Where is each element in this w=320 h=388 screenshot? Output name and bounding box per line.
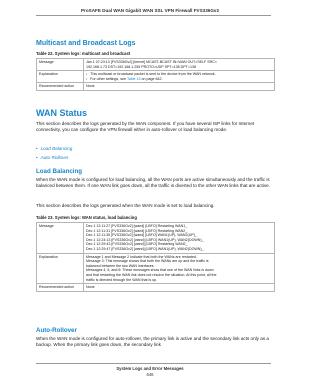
table-row	[37, 83, 275, 91]
lb-paragraph-2: This section describes the logs generated when the WAN mode is set to load balancing.	[36, 203, 215, 208]
wan-paragraph: This section describes the logs generated by the WAN component. If you have several ISP links for Internet connectivity, you can configure the VPN firewall either in auto-rollover or load balancing mode.	[36, 121, 255, 133]
running-footer: System Logs and Error Messages	[116, 366, 184, 371]
heading-load-balancing: Load Balancing	[36, 168, 83, 175]
explanation-line: and that restarting the WAN link does not resolve the situation. At this point, all the	[86, 272, 217, 277]
message-line: 192.168.1.73 DST=192.168.1.255 PROTO=UDP SPT=138 DPT=138	[86, 64, 196, 69]
footer-rule	[36, 363, 271, 364]
table-cell-value: None	[84, 284, 275, 292]
link-load-balancing[interactable]: • Load Balancing	[36, 146, 73, 151]
message-line: Jan 1 07:24:13 [FVS336Gv2] [kernel] MCAST-BCAST IN=WAN OUT=SELF SRC=	[86, 60, 217, 64]
explanation-line: balanced between the two WAN interfaces.	[86, 263, 155, 268]
header-rule	[36, 15, 271, 16]
table-cell-label: Explanation	[37, 71, 84, 83]
lb-paragraph-1: When the WAN mode is configured for load balancing, all the WAN ports are active simultaneously and the traffic is balanced between them. If one WAN link goes down, all the traffic is diverted to the other WAN links that are active.	[36, 177, 270, 189]
table22-caption: Table 22. System logs: multicast and broadcast	[36, 51, 131, 56]
explanation-bullet: • This multicast or broadcast packet is sent to the device from the WAN network.	[86, 72, 216, 77]
table23-caption: Table 23. System logs: WAN status, load balancing	[36, 215, 137, 220]
explanation-line: Messages 4, 5, and 6: These messages show that one of the WAN links is down	[86, 268, 214, 273]
table-row	[37, 253, 275, 284]
table-cell-label: Message	[37, 223, 84, 254]
running-header: ProSAFE Dual WAN Gigabit WAN SSL VPN Firewall FVS336Gv2	[80, 8, 219, 13]
table-cell-label: Explanation	[37, 253, 84, 284]
table-22	[36, 58, 275, 91]
log-line: Dec 1 12:29:47 [FVS336Gv2] [wand] [LBFO] WAN1(UP), WAN2(DOWN)_	[86, 246, 204, 251]
log-line: Dec 1 12:11:31 [FVS336Gv2] [wand] [LBFO] Restarting WAN2_	[86, 228, 188, 233]
explanation-line: traffic is directed through the WAN that is up.	[86, 277, 158, 282]
table-cell-value	[84, 71, 275, 83]
log-line: Dec 1 12:24:13 [FVS336Gv2] [wand] [LBFO] WAN1(UP), WAN2(DOWN)_	[86, 237, 204, 242]
table-cell-label: Message	[37, 59, 84, 71]
log-line: Dec 1 12:29:43 [FVS336Gv2] [wand] [LBFO] Restarting WAN2_	[86, 242, 188, 247]
explanation-line: Message 3: This message shows that both the WANs are up and the traffic is	[86, 259, 209, 264]
bullet-icon: •	[86, 72, 88, 77]
table-23	[36, 222, 275, 292]
heading-wan-status: WAN Status	[36, 108, 88, 118]
table-cell-value	[84, 59, 275, 71]
bullet-icon: •	[36, 155, 38, 160]
page-number: 646	[146, 372, 154, 377]
table-row	[37, 284, 275, 292]
table-cell-value: None	[84, 83, 275, 91]
table-row	[37, 223, 275, 254]
table-row	[37, 59, 275, 71]
log-line: Dec 1 12:11:35 [FVS336Gv2] [wand] [LBFO] WAN1(UP), WAN2(UP)_	[86, 233, 197, 238]
heading-multicast: Multicast and Broadcast Logs	[36, 40, 136, 47]
bullet-icon: •	[36, 146, 38, 151]
table-row	[37, 71, 275, 83]
heading-auto-rollover: Auto-Rollover	[36, 327, 77, 334]
bullet-icon: •	[86, 76, 88, 81]
table-13-link[interactable]: Table 13	[126, 76, 141, 81]
explanation-line: Message 1 and Message 2 indicate that both the WANs are restarted.	[86, 254, 197, 259]
link-auto-rollover[interactable]: • Auto-Rollover	[36, 155, 69, 160]
table-cell-label: Recommended action	[37, 83, 84, 91]
table-cell-label: Recommended action	[37, 284, 84, 292]
table-cell-value	[84, 253, 275, 284]
table-cell-value	[84, 223, 275, 254]
see-table-text: For other settings, see Table 13 on page 642.	[90, 76, 163, 81]
log-line: Dec 1 12:11:27 [FVS336Gv2] [wand] [LBFO] Restarting WAN1_	[86, 224, 188, 228]
ar-paragraph: When the WAN mode is configured for auto-rollover, the primary link is active and the secondary link acts only as a backup. When the primary link goes down, the secondary link	[36, 336, 269, 348]
explanation-bullet	[86, 77, 272, 82]
